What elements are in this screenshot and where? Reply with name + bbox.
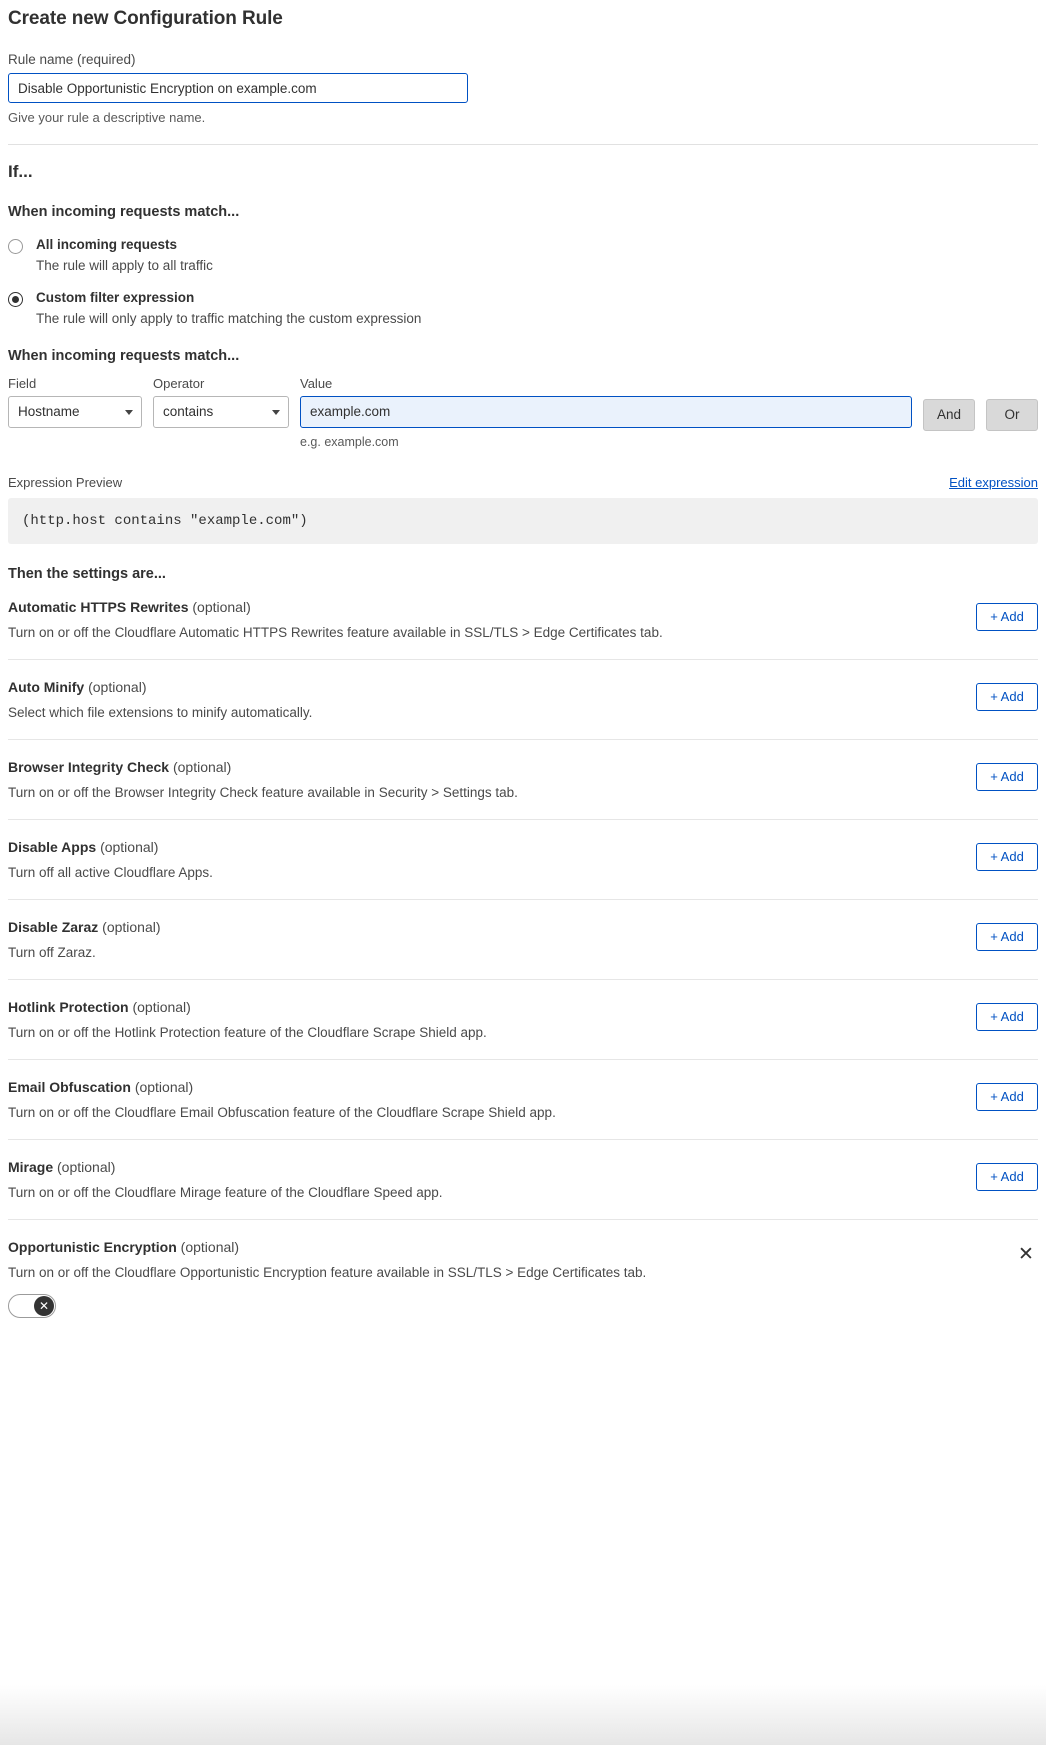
setting-title-text: Automatic HTTPS Rewrites [8, 598, 189, 615]
setting-title-text: Auto Minify [8, 678, 85, 695]
bottom-fade-overlay [0, 1685, 1046, 1745]
setting-optional-text: (optional) [57, 1158, 116, 1175]
divider [8, 144, 1038, 145]
setting-title [8, 759, 518, 775]
radio-desc-all-requests: The rule will apply to all traffic [36, 257, 213, 273]
field-select-value: Hostname [18, 404, 80, 420]
radio-icon-custom-filter[interactable] [8, 292, 23, 307]
configuration-rule-form [0, 8, 1046, 1362]
setting-optional-text: (optional) [134, 1078, 194, 1095]
setting-description: Turn on or off the Browser Integrity Check feature available in Security > Settings tab. [8, 784, 518, 800]
opportunistic-encryption-toggle[interactable] [8, 1294, 56, 1318]
setting-description: Turn on or off the Hotlink Protection feature of the Cloudflare Scrape Shield app. [8, 1024, 487, 1040]
chevron-down-icon [125, 410, 133, 415]
rule-name-help: Give your rule a descriptive name. [8, 110, 206, 125]
setting-optional-text: (optional) [100, 838, 159, 855]
add-button[interactable]: + Add [976, 1163, 1038, 1191]
setting-title [8, 1159, 443, 1175]
setting-title [8, 839, 213, 855]
setting-title [8, 919, 161, 935]
setting-row [8, 660, 1038, 740]
radio-desc-custom-filter: The rule will only apply to traffic matching the custom expression [36, 310, 422, 326]
radio-label-all-requests: All incoming requests [36, 237, 178, 252]
setting-title [8, 999, 487, 1015]
add-button[interactable]: + Add [976, 603, 1038, 631]
setting-title-text: Email Obfuscation [8, 1078, 131, 1095]
toggle-area [8, 1294, 646, 1343]
radio-custom-filter-expression[interactable] [8, 290, 1038, 326]
setting-row [8, 1060, 1038, 1140]
rule-name-label: Rule name (required) [8, 52, 136, 67]
setting-optional-text: (optional) [102, 918, 161, 935]
filter-expression-builder [8, 376, 1038, 449]
expression-preview-label: Expression Preview [8, 474, 123, 490]
setting-description: Turn on or off the Cloudflare Email Obfuscation feature of the Cloudflare Scrape Shield app. [8, 1104, 556, 1120]
radio-icon-all-requests[interactable] [8, 239, 23, 254]
then-section-heading: Then the settings are... [8, 565, 166, 582]
setting-row [8, 980, 1038, 1060]
setting-row-opportunistic-encryption [8, 1220, 1038, 1362]
setting-title-text: Mirage [8, 1158, 54, 1175]
setting-description: Turn on or off the Cloudflare Automatic HTTPS Rewrites feature available in SSL/TLS > Edge Certificates tab. [8, 624, 663, 640]
value-label: Value [300, 375, 333, 391]
edit-expression-link[interactable]: Edit expression [949, 474, 1038, 490]
or-button[interactable]: Or [986, 399, 1038, 431]
expression-preview-box: (http.host contains "example.com") [8, 498, 1038, 544]
setting-title-text: Disable Zaraz [8, 918, 99, 935]
setting-description: Turn off Zaraz. [8, 944, 96, 960]
field-select[interactable] [8, 396, 142, 428]
setting-title-text: Disable Apps [8, 838, 97, 855]
expression-preview-header [8, 475, 1038, 490]
value-input[interactable] [300, 396, 912, 428]
remove-setting-icon[interactable]: ✕ [1018, 1244, 1034, 1266]
setting-description: Turn off all active Cloudflare Apps. [8, 864, 213, 880]
setting-title [8, 1239, 646, 1255]
setting-optional-text: (optional) [172, 758, 232, 775]
setting-title [8, 679, 312, 695]
builder-heading: When incoming requests match... [8, 347, 240, 364]
operator-label: Operator [153, 375, 205, 391]
setting-optional-text: (optional) [132, 998, 191, 1015]
setting-title-text: Hotlink Protection [8, 998, 129, 1015]
setting-row [8, 582, 1038, 660]
setting-description: Select which file extensions to minify automatically. [8, 704, 313, 720]
radio-label-custom-filter: Custom filter expression [36, 289, 195, 305]
rule-name-input[interactable] [8, 73, 468, 103]
setting-title [8, 599, 663, 615]
setting-title-text: Opportunistic Encryption [8, 1238, 177, 1255]
setting-title [8, 1079, 556, 1095]
toggle-knob-off-icon: ✕ [34, 1296, 54, 1316]
setting-row [8, 740, 1038, 820]
operator-select[interactable] [153, 396, 289, 428]
setting-optional-text: (optional) [180, 1238, 240, 1255]
setting-optional-text: (optional) [88, 678, 147, 695]
if-section-heading: If... [8, 162, 33, 181]
settings-list [8, 582, 1038, 1362]
add-button[interactable]: + Add [976, 923, 1038, 951]
page-title: Create new Configuration Rule [8, 8, 283, 29]
value-help: e.g. example.com [300, 434, 399, 449]
match-heading: When incoming requests match... [8, 204, 240, 220]
add-button[interactable]: + Add [976, 843, 1038, 871]
add-button[interactable]: + Add [976, 1083, 1038, 1111]
and-button[interactable]: And [923, 399, 975, 431]
setting-row [8, 1140, 1038, 1220]
radio-all-incoming-requests[interactable] [8, 237, 1038, 273]
setting-row [8, 900, 1038, 980]
add-button[interactable]: + Add [976, 683, 1038, 711]
field-label: Field [8, 375, 37, 391]
operator-select-value: contains [163, 404, 214, 420]
setting-row [8, 820, 1038, 900]
setting-description: Turn on or off the Cloudflare Opportunistic Encryption feature available in SSL/TLS > Edge Certificates tab. [8, 1264, 647, 1280]
add-button[interactable]: + Add [976, 1003, 1038, 1031]
setting-title-text: Browser Integrity Check [8, 758, 170, 775]
setting-optional-text: (optional) [192, 598, 251, 615]
setting-description: Turn on or off the Cloudflare Mirage feature of the Cloudflare Speed app. [8, 1184, 443, 1200]
add-button[interactable]: + Add [976, 763, 1038, 791]
chevron-down-icon [272, 410, 280, 415]
